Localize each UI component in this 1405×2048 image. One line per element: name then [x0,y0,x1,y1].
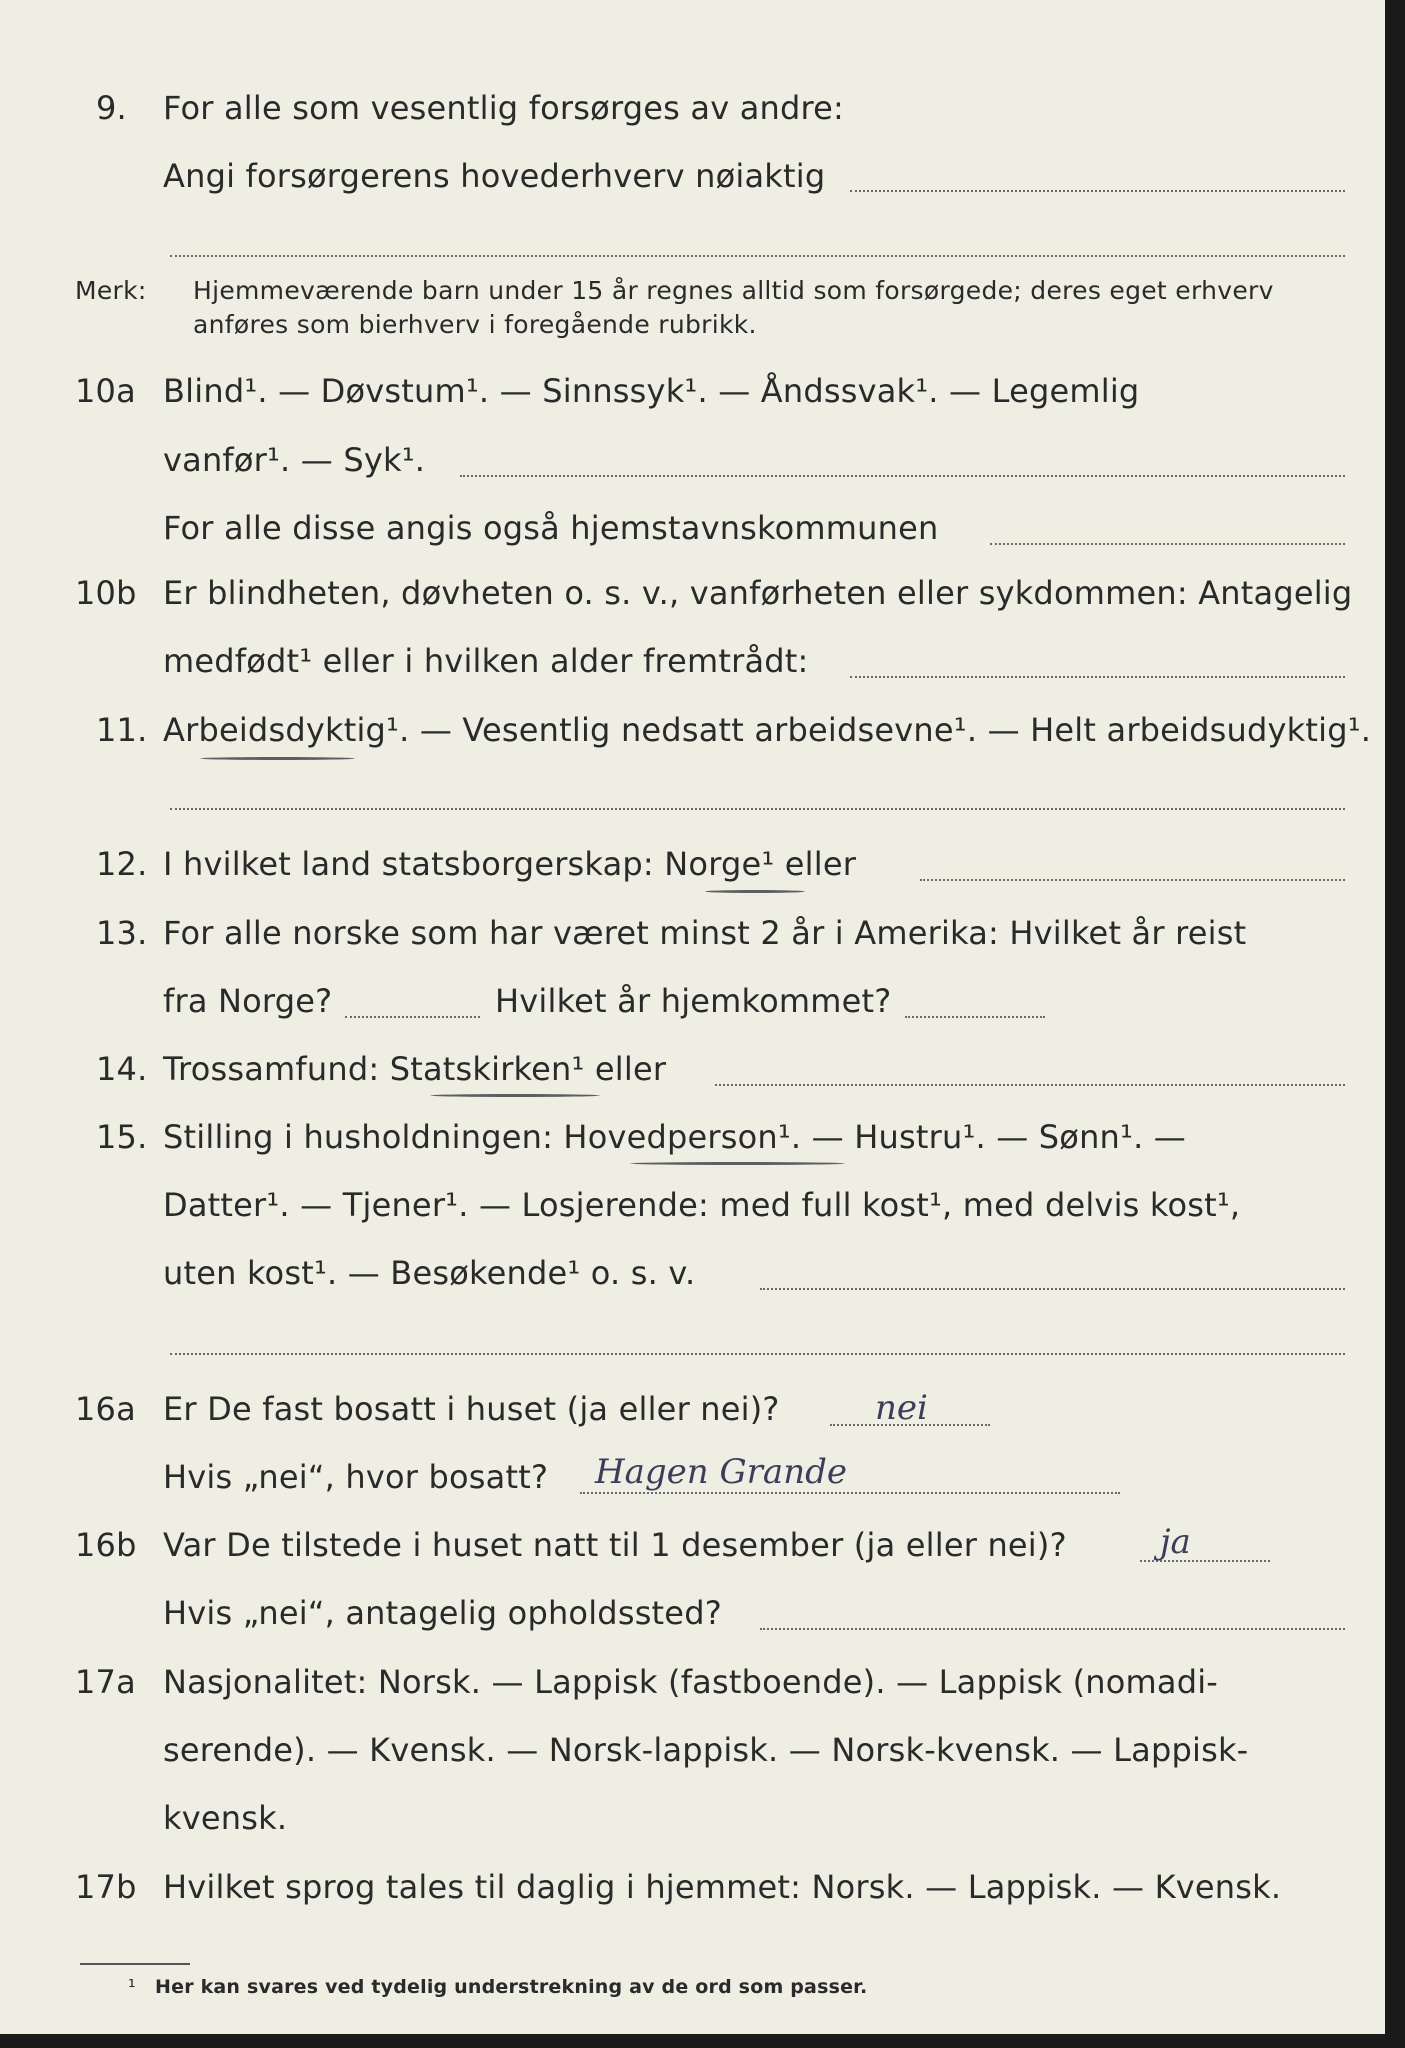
q15-row-2 [0,1186,1385,1243]
q9-row-1 [0,89,1385,146]
q17b-text-1: Hvilket sprog tales til daglig i hjemmet: Norsk. — Lappisk. — Kvensk. [163,1868,1282,1906]
q17b-number: 17b [75,1868,137,1906]
q11-underline-mark [200,757,355,760]
q10a-text-1: Blind¹. — Døvstum¹. — Sinnssyk¹. — Åndssvak¹. — Legemlig [163,372,1140,410]
q16a-text-1: Er De fast bosatt i huset (ja eller nei)? [163,1390,780,1428]
q15-text-2: Datter¹. — Tjener¹. — Losjerende: med full kost¹, med delvis kost¹, [163,1186,1241,1224]
q9-text-1: For alle som vesentlig forsørges av andre: [163,89,845,127]
q17a-row-1 [0,1663,1385,1720]
q9-answer-line-2[interactable] [170,255,1345,257]
q13-hjemkommet-line[interactable] [905,1016,1045,1018]
q12-answer-line[interactable] [920,879,1345,881]
q11-number: 11. [96,711,148,749]
q10a-answer-line[interactable] [460,475,1345,477]
q10a-row-2 [0,441,1385,498]
q16b-text-1: Var De tilstede i huset natt til 1 desember (ja eller nei)? [163,1526,1067,1564]
q10a-text-2: vanfør¹. — Syk¹. [163,441,426,479]
q16b-number: 16b [75,1526,137,1564]
q16b-answer-line-2[interactable] [760,1628,1345,1630]
q13-row-2 [0,982,1385,1039]
q10a-hjemstavn-line[interactable] [990,543,1345,545]
q15-number: 15. [96,1118,148,1156]
merk-text-1: Hjemmeværende barn under 15 år regnes alltid som forsørgede; deres eget erhverv [193,276,1274,305]
q14-row-1 [0,1050,1385,1107]
q15-answer-line-2[interactable] [170,1353,1345,1355]
footnote-mark: ¹ [128,1976,136,1998]
q14-answer-line[interactable] [715,1084,1345,1086]
q9-row-2 [0,157,1385,214]
q9-text-2: Angi forsørgerens hovederhverv nøiaktig [163,157,826,195]
q12-underline-mark [705,890,805,893]
footnote-row [0,1978,1385,2032]
q10a-row-3 [0,509,1385,566]
q15-row-1 [0,1118,1385,1175]
q11-answer-line[interactable] [170,808,1345,810]
q15-row-3 [0,1254,1385,1311]
q13-reist-line[interactable] [345,1016,480,1018]
q10b-row-1 [0,574,1385,631]
q17a-number: 17a [75,1663,136,1701]
q9-answer-line[interactable] [850,190,1345,192]
q15-text-3: uten kost¹. — Besøkende¹ o. s. v. [163,1254,696,1292]
q13-text-2b: Hvilket år hjemkommet? [495,982,892,1020]
q16a-row-1 [0,1388,1385,1447]
q12-number: 12. [96,845,148,883]
q10a-number: 10a [75,372,136,410]
q16b-text-2: Hvis „nei“, antagelig opholdssted? [163,1594,722,1632]
footnote-rule [80,1963,190,1965]
q16a-row-2 [0,1452,1385,1515]
q12-row-1 [0,845,1385,902]
q10a-row-1 [0,372,1385,429]
q11-row-1 [0,711,1385,768]
q16a-number: 16a [75,1390,136,1428]
q10a-text-3: For alle disse angis også hjemstavnskommunen [163,509,939,547]
merk-label: Merk: [75,276,147,305]
q15-text-1: Stilling i husholdningen: Hovedperson¹. — Hustru¹. — Sønn¹. — [163,1118,1187,1156]
q14-number: 14. [96,1050,148,1088]
q17a-text-1: Nasjonalitet: Norsk. — Lappisk (fastboende). — Lappisk (nomadi- [163,1663,1219,1701]
q9-number: 9. [96,89,127,127]
q17a-row-2 [0,1731,1385,1788]
q10b-number: 10b [75,574,137,612]
q10b-answer-line[interactable] [850,676,1345,678]
q17a-text-2: serende). — Kvensk. — Norsk-lappisk. — Norsk-kvensk. — Lappisk- [163,1731,1249,1769]
merk-row-2 [0,312,1385,366]
q12-text-1: I hvilket land statsborgerskap: Norge¹ eller [163,845,857,883]
q17a-text-3: kvensk. [163,1799,288,1837]
q17b-row-1 [0,1868,1385,1925]
q15-underline-mark [630,1162,845,1165]
merk-text-2: anføres som bierhverv i foregående rubrikk. [193,310,757,339]
q10b-text-1: Er blindheten, døvheten o. s. v., vanførheten eller sykdommen: Antagelig [163,574,1353,612]
q16b-handwritten-answer-1: ja [1160,1522,1191,1562]
q16a-answer-line-2[interactable] [580,1492,1120,1494]
q13-text-2a: fra Norge? [163,982,333,1020]
q16b-row-2 [0,1594,1385,1651]
q10b-text-2: medfødt¹ eller i hvilken alder fremtrådt: [163,642,809,680]
q16a-handwritten-answer-2: Hagen Grande [595,1452,847,1492]
q16a-handwritten-answer-1: nei [875,1388,928,1428]
footnote-text: Her kan svares ved tydelig understrekning av de ord som passer. [155,1976,868,1998]
q13-row-1 [0,914,1385,971]
q10b-row-2 [0,642,1385,699]
q15-answer-line[interactable] [760,1288,1345,1290]
q13-text-1: For alle norske som har været minst 2 år i Amerika: Hvilket år reist [163,914,1247,952]
q17a-row-3 [0,1799,1385,1856]
q13-number: 13. [96,914,148,952]
q16b-row-1 [0,1522,1385,1583]
q14-underline-mark [430,1094,600,1097]
q14-text-1: Trossamfund: Statskirken¹ eller [163,1050,667,1088]
q11-text-1: Arbeidsdyktig¹. — Vesentlig nedsatt arbeidsevne¹. — Helt arbeidsudyktig¹. [163,711,1372,749]
q16a-text-2: Hvis „nei“, hvor bosatt? [163,1458,549,1496]
